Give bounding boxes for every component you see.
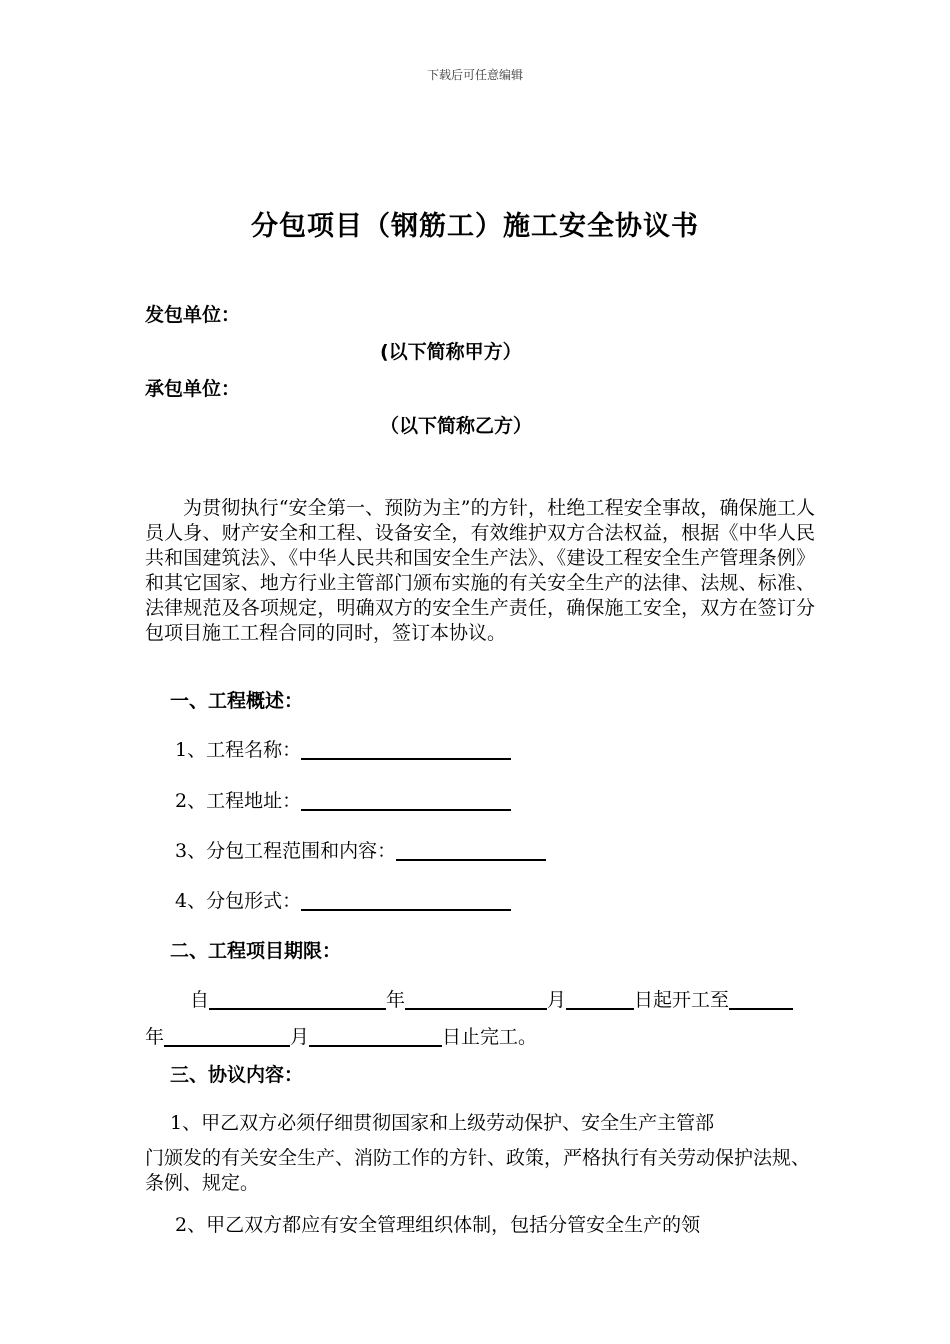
party-a-alias: (以下简称甲方） bbox=[380, 341, 522, 363]
end-year-blank-a[interactable] bbox=[729, 988, 793, 1010]
period-start-row bbox=[190, 985, 793, 1012]
section1-heading: 一、工程概述： bbox=[170, 690, 304, 712]
form-blank[interactable] bbox=[301, 889, 511, 911]
section2-heading: 二、工程项目期限： bbox=[170, 940, 342, 962]
project-name-label: 1、工程名称： bbox=[175, 739, 302, 761]
scope-row bbox=[175, 836, 546, 863]
day-end-text: 日止完工。 bbox=[442, 1026, 538, 1048]
party-b-label: 承包单位： bbox=[145, 378, 241, 400]
clause2-line1: 2、甲乙双方都应有安全管理组织体制，包括分管安全生产的领 bbox=[175, 1214, 701, 1236]
start-day-blank[interactable] bbox=[566, 988, 634, 1010]
clause1-continuation: 门颁发的有关安全生产、消防工作的方针、政策，严格执行有关劳动保护法规、条例、规定。 bbox=[145, 1147, 811, 1194]
party-a-label: 发包单位： bbox=[145, 304, 241, 326]
scope-blank[interactable] bbox=[396, 839, 546, 861]
period-end-row bbox=[145, 1022, 537, 1049]
intro-paragraph: 为贯彻执行“安全第一、预防为主”的方针，杜绝工程安全事故，确保施工人员人身、财产安全和工程、设备安全，有效维护双方合法权益，根据《中华人民共和国建筑法》、《中华人民共和国安全生产法》、《建设工程安全生产管理条例》和其它国家、地方行业主管部门颁布实施的有关安全生产的法律、法规、标准、法律规范及各项规定，明确双方的安全生产责任，确保施工安全，双方在签订分包项目施工工程合同的同时，签订本协议。 bbox=[145, 497, 815, 644]
section3-heading: 三、协议内容： bbox=[170, 1064, 304, 1086]
project-address-label: 2、工程地址： bbox=[175, 790, 302, 812]
year-text: 年 bbox=[386, 989, 406, 1011]
project-address-blank[interactable] bbox=[301, 789, 511, 811]
start-month-blank[interactable] bbox=[405, 988, 547, 1010]
document-title: 分包项目（钢筋工）施工安全协议书 bbox=[251, 211, 699, 242]
scope-label: 3、分包工程范围和内容： bbox=[175, 840, 397, 862]
day-start-text: 日起开工至 bbox=[634, 989, 730, 1011]
project-name-blank[interactable] bbox=[301, 738, 511, 760]
page-header: 下载后可任意编辑 bbox=[426, 68, 523, 82]
party-b-alias: （以下简称乙方） bbox=[380, 415, 533, 437]
end-month-blank[interactable] bbox=[164, 1025, 290, 1047]
month2-text: 月 bbox=[290, 1026, 310, 1048]
form-label: 4、分包形式： bbox=[175, 890, 302, 912]
clause1-line1: 1、甲乙双方必须仔细贯彻国家和上级劳动保护、安全生产主管部 bbox=[170, 1112, 715, 1134]
form-row bbox=[175, 886, 511, 913]
project-address-row bbox=[175, 786, 511, 813]
month-text: 月 bbox=[547, 989, 567, 1011]
start-year-blank[interactable] bbox=[209, 988, 386, 1010]
from-text: 自 bbox=[190, 989, 210, 1011]
project-name-row bbox=[175, 735, 511, 762]
end-day-blank[interactable] bbox=[309, 1025, 442, 1047]
year2-text: 年 bbox=[145, 1026, 165, 1048]
